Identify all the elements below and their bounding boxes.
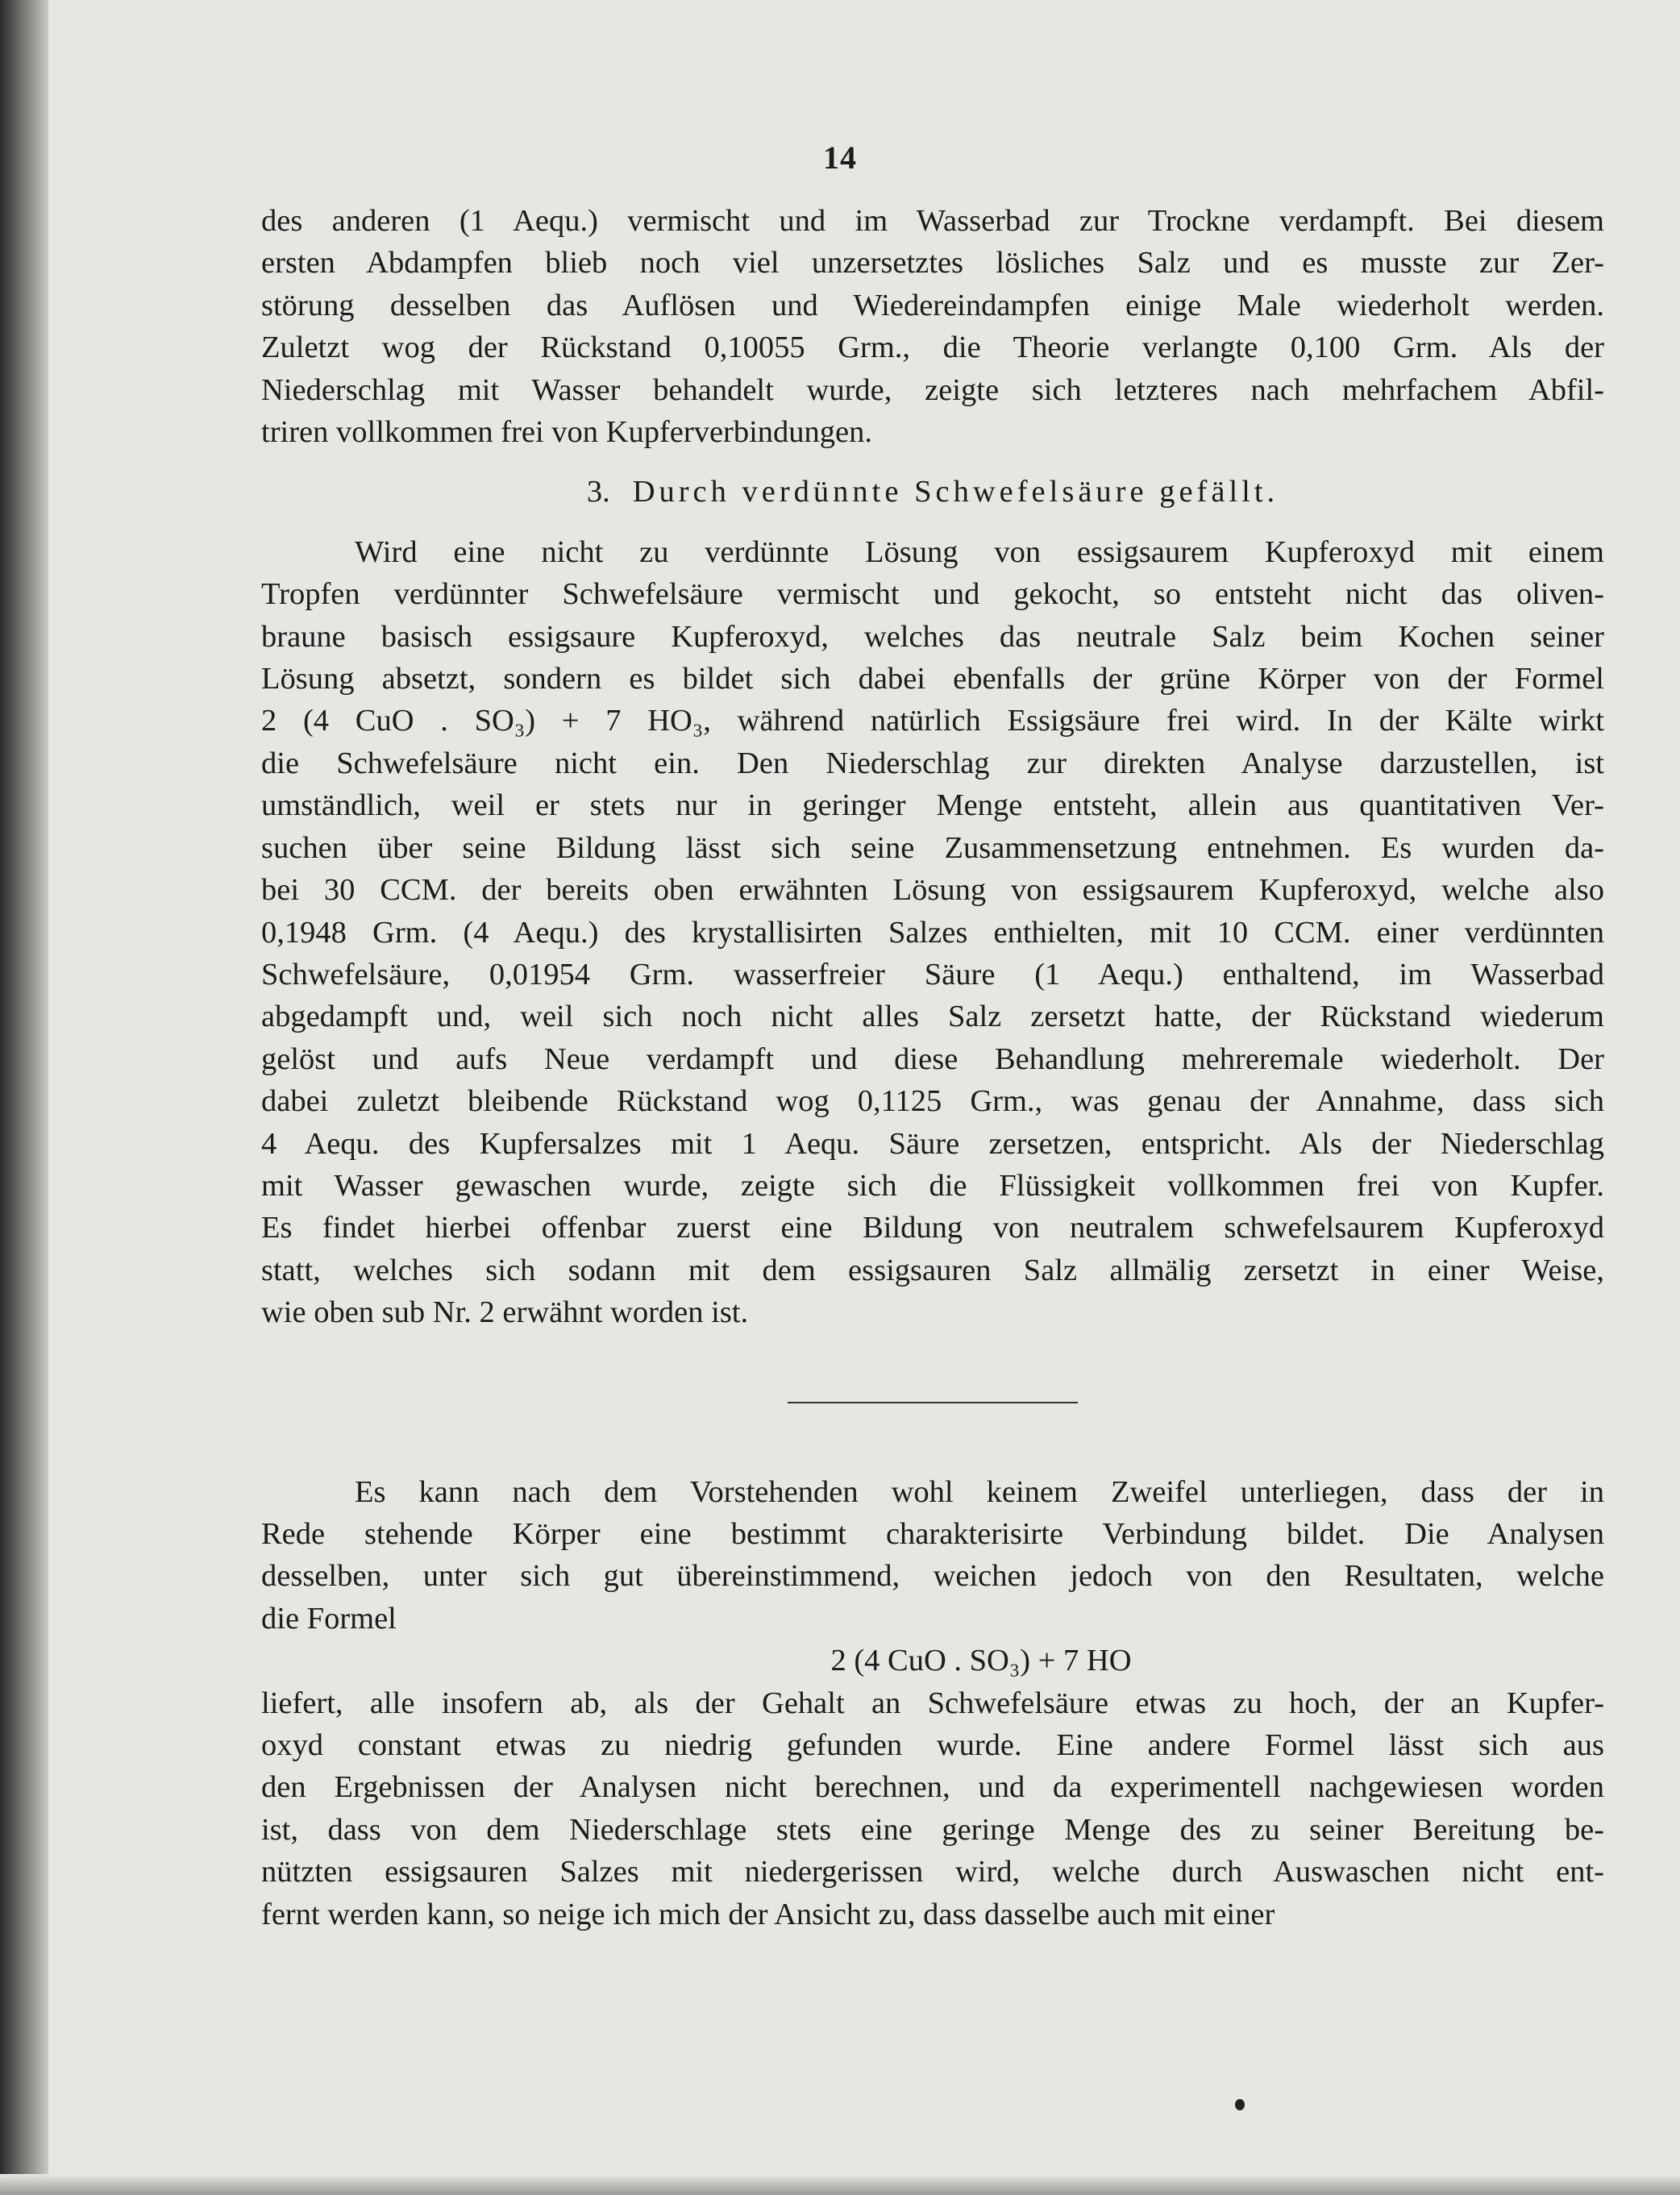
text-line: umständlich, weil er stets nur in geringer Menge entsteht, allein aus quantitativen Ver- bbox=[261, 788, 1604, 823]
ink-dot bbox=[1235, 2099, 1245, 2110]
text-line: Wird eine nicht zu verdünnte Lösung von essigsaurem Kupferoxyd mit einem bbox=[355, 534, 1604, 569]
text-line: Rede stehende Körper eine bestimmt charakterisirte Verbindung bildet. Die Analysen bbox=[261, 1516, 1604, 1551]
text-line: des anderen (1 Aequ.) vermischt und im Wasserbad zur Trockne verdampft. Bei diesem bbox=[261, 204, 1604, 238]
page-body bbox=[261, 200, 1604, 1935]
section-heading bbox=[261, 471, 1604, 513]
text-line: Zuletzt wog der Rückstand 0,10055 Grm., die Theorie verlangte 0,100 Grm. Als der bbox=[261, 330, 1604, 365]
text-line: ist, dass von dem Niederschlage stets eine geringe Menge des zu seiner Bereitung be- bbox=[261, 1812, 1604, 1847]
page-bottom-shadow bbox=[0, 2174, 1680, 2195]
text-line: triren vollkommen frei von Kupferverbindungen. bbox=[261, 415, 873, 450]
text-line: Es kann nach dem Vorstehenden wohl keinem Zweifel unterliegen, dass der in bbox=[355, 1474, 1604, 1509]
text-line: 4 Aequ. des Kupfersalzes mit 1 Aequ. Säure zersetzen, entspricht. Als der Niederschlag bbox=[261, 1126, 1604, 1161]
text-line: 2 (4 CuO . SO₃) + 7 HO₃, während natürlich Essigsäure frei wird. In der Kälte wirkt bbox=[261, 704, 1604, 738]
text-line: suchen über seine Bildung lässt sich seine Zusammensetzung entnehmen. Es wurden da- bbox=[261, 830, 1604, 865]
text-line: die Formel bbox=[261, 1601, 397, 1636]
text-line: liefert, alle insofern ab, als der Gehalt an Schwefelsäure etwas zu hoch, der an Kupfer- bbox=[261, 1686, 1604, 1720]
formula: 2 (4 CuO . SO₃) + 7 HO bbox=[830, 1644, 1132, 1678]
text-line: den Ergebnissen der Analysen nicht berechnen, und da experimentell nachgewiesen worden bbox=[261, 1770, 1604, 1805]
text-line: bei 30 CCM. der bereits oben erwähnten Lösung von essigsaurem Kupferoxyd, welche also bbox=[261, 873, 1604, 908]
text-line: abgedampft und, weil sich noch nicht alles Salz zersetzt hatte, der Rückstand wiederum bbox=[261, 1000, 1604, 1034]
text-line: ersten Abdampfen blieb noch viel unzersetztes lösliches Salz und es musste zur Zer- bbox=[261, 246, 1604, 281]
text-line: oxyd constant etwas zu niedrig gefunden wurde. Eine andere Formel lässt sich aus bbox=[261, 1728, 1604, 1762]
text-line: wie oben sub Nr. 2 erwähnt worden ist. bbox=[261, 1295, 749, 1330]
section-number: 3. bbox=[586, 475, 610, 509]
text-line: desselben, unter sich gut übereinstimmend, weichen jedoch von den Resultaten, welche bbox=[261, 1559, 1604, 1594]
text-line: Schwefelsäure, 0,01954 Grm. wasserfreier Säure (1 Aequ.) enthaltend, im Wasserbad bbox=[261, 957, 1604, 991]
text-line: fernt werden kann, so neige ich mich der Ansicht zu, dass dasselbe auch mit einer bbox=[261, 1897, 1275, 1931]
text-line: störung desselben das Auflösen und Wiedereindampfen einige Male wiederholt werden. bbox=[261, 288, 1604, 322]
section-divider bbox=[788, 1402, 1078, 1403]
page-number: 14 bbox=[823, 139, 857, 176]
text-line: Lösung absetzt, sondern es bildet sich dabei ebenfalls der grüne Körper von der Formel bbox=[261, 662, 1604, 696]
text-line: gelöst und aufs Neue verdampft und diese Behandlung mehreremale wiederholt. Der bbox=[261, 1041, 1604, 1076]
text-line: statt, welches sich sodann mit dem essigsauren Salz allmälig zersetzt in einer Weise, bbox=[261, 1253, 1604, 1287]
text-line: die Schwefelsäure nicht ein. Den Niederschlag zur direkten Analyse darzustellen, ist bbox=[261, 746, 1604, 780]
paragraph-2 bbox=[261, 531, 1604, 1334]
text-line: dabei zuletzt bleibende Rückstand wog 0,1125 Grm., was genau der Annahme, dass sich bbox=[261, 1084, 1604, 1119]
paragraph-1 bbox=[261, 200, 1604, 453]
page-edge-shadow bbox=[0, 0, 48, 2195]
text-line: braune basisch essigsaure Kupferoxyd, welches das neutrale Salz beim Kochen seiner bbox=[261, 619, 1604, 654]
text-line: nützten essigsauren Salzes mit niedergerissen wird, welche durch Auswaschen nicht ent- bbox=[261, 1855, 1604, 1889]
text-line: mit Wasser gewaschen wurde, zeigte sich die Flüssigkeit vollkommen frei von Kupfer. bbox=[261, 1168, 1604, 1203]
text-line: Tropfen verdünnter Schwefelsäure vermischt und gekocht, so entsteht nicht das oliven- bbox=[261, 577, 1604, 612]
text-line: Niederschlag mit Wasser behandelt wurde, zeigte sich letzteres nach mehrfachem Abfil- bbox=[261, 372, 1604, 407]
paragraph-3 bbox=[261, 1471, 1604, 1640]
text-line: Es findet hierbei offenbar zuerst eine Bildung von neutralem schwefelsaurem Kupferoxyd bbox=[261, 1211, 1604, 1245]
section-title: Durch verdünnte Schwefelsäure gefällt. bbox=[632, 475, 1279, 509]
text-line: 0,1948 Grm. (4 Aequ.) des krystallisirten Salzes enthielten, mit 10 CCM. einer verdünnten bbox=[261, 915, 1604, 950]
paragraph-4 bbox=[261, 1682, 1604, 1935]
